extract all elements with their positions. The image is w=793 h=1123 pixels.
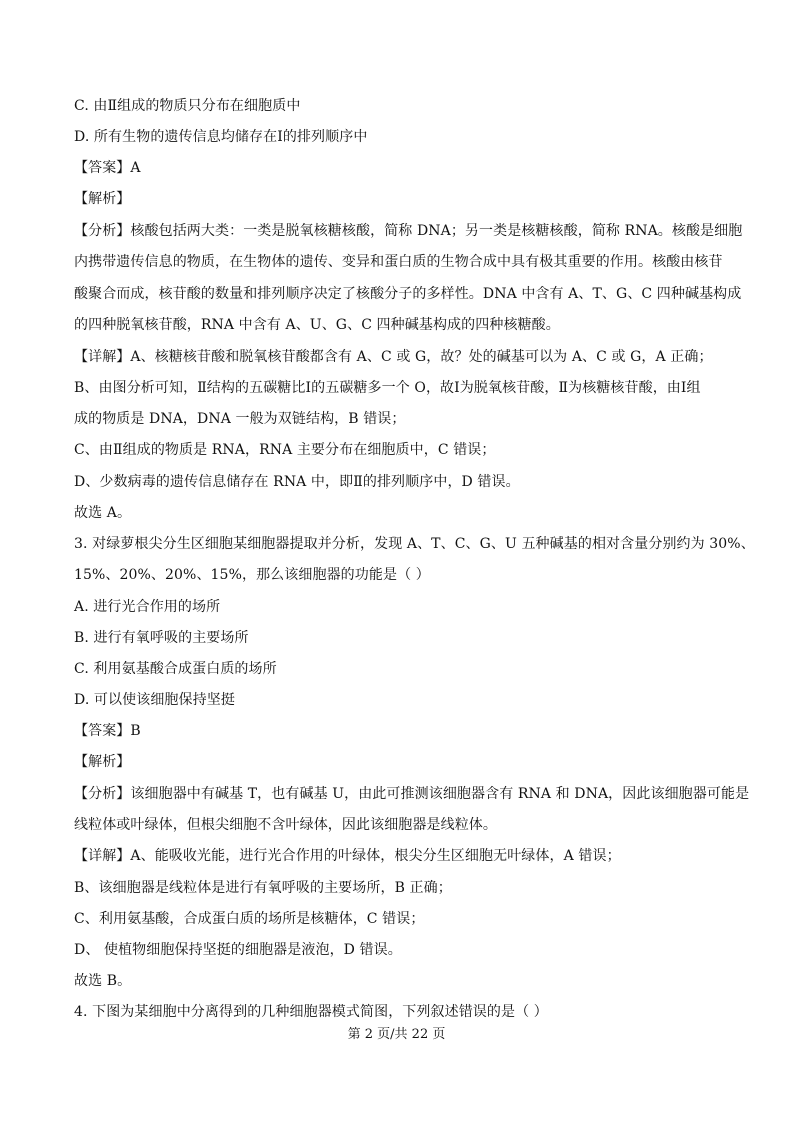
option-d-line: D. 所有生物的遗传信息均储存在Ⅰ的排列顺序中	[74, 129, 368, 145]
analysis-paragraph: 线粒体或叶绿体，但根尖细胞不含叶绿体，因此该细胞器是线粒体。	[74, 817, 497, 833]
analysis-paragraph: 内携带遗传信息的物质，在生物体的遗传、变异和蛋白质的生物合成中具有极其重要的作用。核酸由核苷	[74, 254, 723, 270]
conclusion-line: 故选 A。	[74, 505, 132, 521]
option-c-line: C. 利用氨基酸合成蛋白质的场所	[74, 661, 277, 677]
page-footer: 第 2 页/共 22 页	[347, 1027, 446, 1042]
answer-label: 【答案】A	[74, 160, 141, 176]
detail-paragraph: D、 使植物细胞保持坚挺的细胞器是液泡，D 错误。	[74, 942, 402, 958]
question-3-stem: 15%、20%、20%、15%，那么该细胞器的功能是（ ）	[74, 567, 430, 583]
option-b-line: B. 进行有氧呼吸的主要场所	[74, 630, 249, 646]
detail-paragraph: C、由Ⅱ组成的物质是 RNA，RNA 主要分布在细胞质中，C 错误；	[74, 442, 496, 458]
detail-paragraph: D、少数病毒的遗传信息储存在 RNA 中，即Ⅱ的排列顺序中，D 错误。	[74, 474, 520, 490]
analysis-paragraph: 酸聚合而成，核苷酸的数量和排列顺序决定了核酸分子的多样性。DNA 中含有 A、T、G、C 四种碱基构成	[74, 286, 742, 302]
question-4-stem: 4. 下图为某细胞中分离得到的几种细胞器模式简图，下列叙述错误的是（ ）	[74, 1004, 548, 1020]
option-d-line: D. 可以使该细胞保持坚挺	[74, 692, 235, 708]
question-3-stem: 3. 对绿萝根尖分生区细胞某细胞器提取并分析，发现 A、T、C、G、U 五种碱基的相对含量分别约为 30%、	[74, 536, 755, 552]
analysis-paragraph: 【分析】核酸包括两大类：一类是脱氧核糖核酸，简称 DNA；另一类是核糖核酸，简称 RNA。核酸是细胞	[74, 223, 743, 239]
answer-label: 【答案】B	[74, 723, 141, 739]
detail-paragraph: B、由图分析可知，Ⅱ结构的五碳糖比Ⅰ的五碳糖多一个 O，故Ⅰ为脱氧核苷酸，Ⅱ为核糖核苷酸，由Ⅰ组	[74, 380, 701, 396]
analysis-paragraph: 【分析】该细胞器中有碱基 T，也有碱基 U，由此可推测该细胞器含有 RNA 和 DNA，因此该细胞器可能是	[74, 786, 750, 802]
analysis-paragraph: 的四种脱氧核苷酸，RNA 中含有 A、U、G、C 四种碱基构成的四种核糖酸。	[74, 317, 560, 333]
option-a-line: A. 进行光合作用的场所	[74, 599, 221, 615]
analysis-heading: 【解析】	[74, 754, 131, 770]
analysis-heading: 【解析】	[74, 191, 131, 207]
detail-paragraph: 【详解】A、核糖核苷酸和脱氧核苷酸都含有 A、C 或 G，故？处的碱基可以为 A、C 或 G，A 正确；	[74, 349, 713, 365]
option-c-line: C. 由Ⅱ组成的物质只分布在细胞质中	[74, 98, 301, 114]
detail-paragraph: 成的物质是 DNA，DNA 一般为双链结构，B 错误；	[74, 411, 406, 427]
conclusion-line: 故选 B。	[74, 973, 132, 989]
detail-paragraph: B、该细胞器是线粒体是进行有氧呼吸的主要场所，B 正确；	[74, 880, 452, 896]
detail-paragraph: 【详解】A、能吸收光能，进行光合作用的叶绿体，根尖分生区细胞无叶绿体，A 错误；	[74, 848, 621, 864]
detail-paragraph: C、利用氨基酸，合成蛋白质的场所是核糖体，C 错误；	[74, 911, 425, 927]
